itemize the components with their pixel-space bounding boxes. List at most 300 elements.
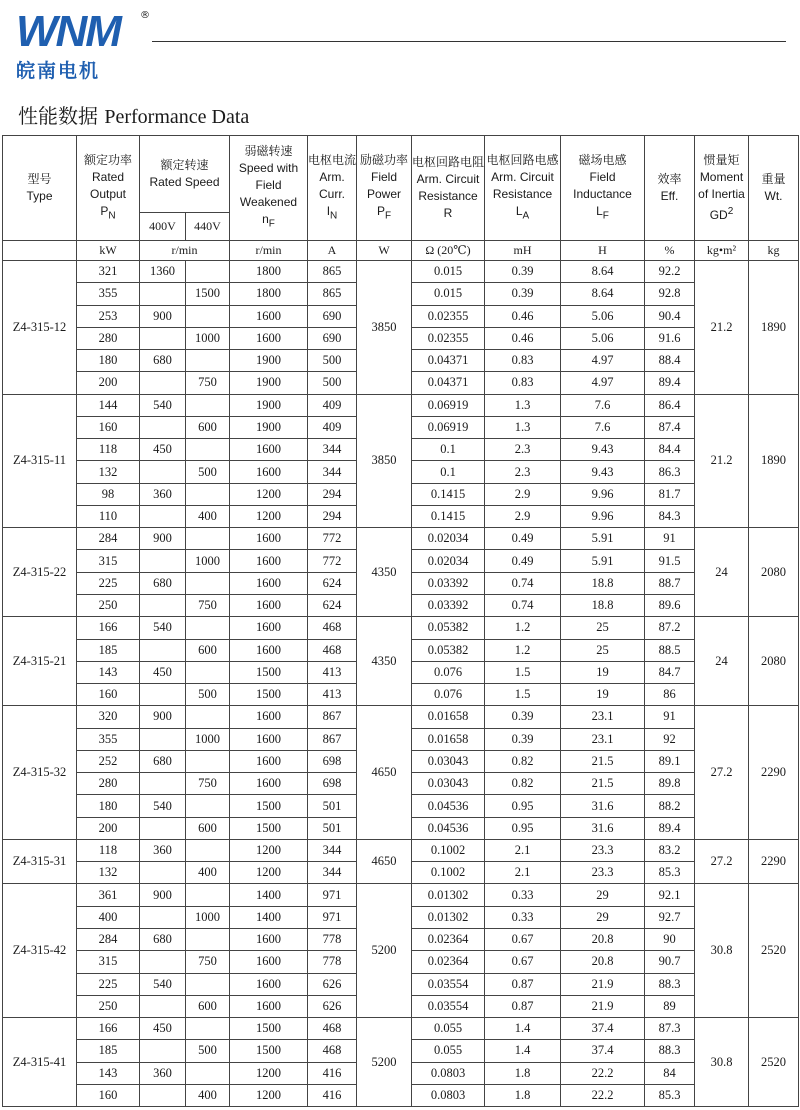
speed-400v-cell: 680 [140,928,186,950]
inductance-cell: 0.87 [485,995,561,1017]
output-cell: 166 [77,1018,140,1040]
speed-400v-cell [140,728,186,750]
weak-speed-cell: 1600 [230,973,308,995]
inductance-cell: 0.82 [485,773,561,795]
output-cell: 180 [77,795,140,817]
inductance-cell: 0.83 [485,372,561,394]
unit-cell: mH [485,241,561,261]
efficiency-cell: 91.6 [645,327,695,349]
weak-speed-cell: 1500 [230,684,308,706]
field-inductance-cell: 7.6 [561,416,645,438]
speed-440v-cell: 600 [186,995,230,1017]
efficiency-cell: 84.7 [645,661,695,683]
weight-cell: 2290 [749,706,799,840]
output-cell: 355 [77,283,140,305]
speed-440v-cell: 750 [186,594,230,616]
current-cell: 626 [308,995,357,1017]
weak-speed-cell: 1800 [230,261,308,283]
speed-440v-cell [186,528,230,550]
resistance-cell: 0.03554 [412,995,485,1017]
resistance-cell: 0.076 [412,684,485,706]
field-inductance-cell: 21.9 [561,973,645,995]
speed-400v-cell: 540 [140,394,186,416]
speed-400v-cell [140,594,186,616]
field-power-cell: 4350 [357,617,412,706]
field-inductance-cell: 37.4 [561,1040,645,1062]
unit-cell: H [561,241,645,261]
speed-400v-cell [140,505,186,527]
resistance-cell: 0.03043 [412,750,485,772]
field-inductance-cell: 31.6 [561,817,645,839]
resistance-cell: 0.02364 [412,951,485,973]
efficiency-cell: 84 [645,1062,695,1084]
col-arm-resistance: 电枢回路电阻 Arm. Circuit Resistance R [412,136,485,241]
current-cell: 772 [308,528,357,550]
efficiency-cell: 92.2 [645,261,695,283]
output-cell: 250 [77,594,140,616]
weak-speed-cell: 1600 [230,461,308,483]
efficiency-cell: 86.4 [645,394,695,416]
speed-440v-cell [186,795,230,817]
efficiency-cell: 89.1 [645,750,695,772]
field-inductance-cell: 9.96 [561,483,645,505]
efficiency-cell: 90.4 [645,305,695,327]
efficiency-cell: 87.4 [645,416,695,438]
speed-400v-cell [140,327,186,349]
page-title-cn: 性能数据 [18,104,98,128]
field-inductance-cell: 9.43 [561,439,645,461]
efficiency-cell: 89.4 [645,817,695,839]
field-inductance-cell: 8.64 [561,283,645,305]
table-row [3,617,799,639]
resistance-cell: 0.02034 [412,550,485,572]
output-cell: 185 [77,639,140,661]
current-cell: 971 [308,906,357,928]
type-cell: Z4-315-31 [3,839,77,884]
current-cell: 624 [308,594,357,616]
inertia-cell: 27.2 [695,839,749,884]
speed-440v-cell: 1000 [186,906,230,928]
brand-logo [16,7,156,82]
col-arm-current: 电枢电流 Arm. Curr. $I_N$ [308,136,357,241]
resistance-cell: 0.015 [412,261,485,283]
inductance-cell: 2.9 [485,483,561,505]
weak-speed-cell: 1500 [230,795,308,817]
unit-cell: r/min [230,241,308,261]
efficiency-cell: 88.3 [645,1040,695,1062]
weak-speed-cell: 1500 [230,817,308,839]
speed-400v-cell [140,639,186,661]
speed-400v-cell [140,773,186,795]
speed-400v-cell: 450 [140,661,186,683]
output-cell: 166 [77,617,140,639]
resistance-cell: 0.02364 [412,928,485,950]
current-cell: 468 [308,1040,357,1062]
efficiency-cell: 90.7 [645,951,695,973]
current-cell: 690 [308,305,357,327]
weak-speed-cell: 1500 [230,661,308,683]
efficiency-cell: 88.4 [645,350,695,372]
inductance-cell: 1.4 [485,1040,561,1062]
weak-speed-cell: 1200 [230,1062,308,1084]
resistance-cell: 0.0803 [412,1062,485,1084]
field-inductance-cell: 23.3 [561,839,645,861]
weak-speed-cell: 1900 [230,394,308,416]
field-inductance-cell: 21.5 [561,773,645,795]
resistance-cell: 0.03392 [412,594,485,616]
output-cell: 118 [77,439,140,461]
page-title [18,100,249,129]
speed-440v-cell [186,661,230,683]
field-inductance-cell: 8.64 [561,261,645,283]
current-cell: 409 [308,416,357,438]
col-rated-speed: 额定转速 Rated Speed [140,136,230,213]
inductance-cell: 0.95 [485,795,561,817]
efficiency-cell: 87.2 [645,617,695,639]
field-inductance-cell: 4.97 [561,350,645,372]
weak-speed-cell: 1200 [230,1084,308,1106]
current-cell: 344 [308,862,357,884]
efficiency-cell: 88.7 [645,572,695,594]
speed-400v-cell [140,995,186,1017]
speed-400v-cell: 540 [140,795,186,817]
field-inductance-cell: 25 [561,617,645,639]
output-cell: 315 [77,951,140,973]
speed-400v-cell [140,461,186,483]
current-cell: 500 [308,350,357,372]
output-cell: 280 [77,773,140,795]
resistance-cell: 0.04536 [412,817,485,839]
speed-440v-cell [186,305,230,327]
col-inertia: 惯量矩 Moment of Inertia $GD^2$ [695,136,749,241]
weak-speed-cell: 1600 [230,439,308,461]
current-cell: 690 [308,327,357,349]
inductance-cell: 0.39 [485,728,561,750]
speed-440v-cell: 750 [186,951,230,973]
speed-400v-cell: 900 [140,528,186,550]
output-cell: 225 [77,572,140,594]
efficiency-cell: 84.4 [645,439,695,461]
weak-speed-cell: 1600 [230,617,308,639]
weight-cell: 2080 [749,617,799,706]
logo-text: WNM [16,7,120,56]
resistance-cell: 0.05382 [412,639,485,661]
speed-400v-cell [140,906,186,928]
unit-cell: W [357,241,412,261]
weak-speed-cell: 1600 [230,995,308,1017]
resistance-cell: 0.076 [412,661,485,683]
col-arm-inductance: 电枢回路电感 Arm. Circuit Resistance $L_A$ [485,136,561,241]
col-speed-440v: 440V [186,213,230,241]
inductance-cell: 2.3 [485,461,561,483]
efficiency-cell: 91 [645,706,695,728]
resistance-cell: 0.06919 [412,416,485,438]
field-inductance-cell: 23.1 [561,706,645,728]
efficiency-cell: 88.3 [645,973,695,995]
type-cell: Z4-315-12 [3,261,77,395]
resistance-cell: 0.04371 [412,350,485,372]
col-efficiency: 效率 Eff. [645,136,695,241]
resistance-cell: 0.01658 [412,706,485,728]
resistance-cell: 0.1415 [412,505,485,527]
speed-440v-cell [186,839,230,861]
speed-400v-cell [140,817,186,839]
inductance-cell: 0.95 [485,817,561,839]
field-inductance-cell: 23.3 [561,862,645,884]
current-cell: 867 [308,706,357,728]
weight-cell: 1890 [749,261,799,395]
resistance-cell: 0.0803 [412,1084,485,1106]
speed-400v-cell: 450 [140,1018,186,1040]
col-speed-400v: 400V [140,213,186,241]
speed-440v-cell [186,483,230,505]
weak-speed-cell: 1500 [230,1018,308,1040]
current-cell: 344 [308,839,357,861]
inductance-cell: 1.3 [485,394,561,416]
table-body [3,261,799,1107]
output-cell: 253 [77,305,140,327]
inertia-cell: 24 [695,528,749,617]
output-cell: 132 [77,461,140,483]
current-cell: 294 [308,483,357,505]
efficiency-cell: 88.5 [645,639,695,661]
inductance-cell: 0.33 [485,906,561,928]
weak-speed-cell: 1900 [230,372,308,394]
field-inductance-cell: 9.96 [561,505,645,527]
field-inductance-cell: 20.8 [561,951,645,973]
speed-440v-cell [186,928,230,950]
speed-400v-cell: 540 [140,617,186,639]
inductance-cell: 0.39 [485,706,561,728]
page-title-en: Performance Data [104,106,250,128]
field-inductance-cell: 18.8 [561,572,645,594]
unit-cell: % [645,241,695,261]
efficiency-cell: 89.4 [645,372,695,394]
inductance-cell: 2.1 [485,839,561,861]
speed-440v-cell [186,394,230,416]
current-cell: 772 [308,550,357,572]
speed-440v-cell: 400 [186,505,230,527]
brand-chinese-name: 皖南电机 [16,60,101,82]
weak-speed-cell: 1600 [230,750,308,772]
weak-speed-cell: 1600 [230,550,308,572]
field-inductance-cell: 25 [561,639,645,661]
field-power-cell: 5200 [357,1018,412,1107]
table-row [3,1018,799,1040]
inductance-cell: 0.83 [485,350,561,372]
weight-cell: 2520 [749,1018,799,1107]
inductance-cell: 1.8 [485,1084,561,1106]
weak-speed-cell: 1600 [230,728,308,750]
inductance-cell: 1.5 [485,661,561,683]
efficiency-cell: 85.3 [645,1084,695,1106]
speed-400v-cell [140,684,186,706]
unit-cell: Ω (20℃) [412,241,485,261]
inertia-cell: 21.2 [695,261,749,395]
weight-cell: 2080 [749,528,799,617]
resistance-cell: 0.1002 [412,839,485,861]
field-inductance-cell: 31.6 [561,795,645,817]
weight-cell: 2520 [749,884,799,1018]
output-cell: 400 [77,906,140,928]
current-cell: 294 [308,505,357,527]
inductance-cell: 0.39 [485,283,561,305]
field-inductance-cell: 5.91 [561,528,645,550]
weak-speed-cell: 1800 [230,283,308,305]
inductance-cell: 0.67 [485,928,561,950]
efficiency-cell: 87.3 [645,1018,695,1040]
field-inductance-cell: 4.97 [561,372,645,394]
field-power-cell: 3850 [357,261,412,395]
output-cell: 144 [77,394,140,416]
speed-400v-cell [140,416,186,438]
field-inductance-cell: 29 [561,906,645,928]
inductance-cell: 0.74 [485,594,561,616]
resistance-cell: 0.02355 [412,327,485,349]
current-cell: 698 [308,773,357,795]
resistance-cell: 0.1002 [412,862,485,884]
unit-cell: A [308,241,357,261]
speed-440v-cell: 500 [186,461,230,483]
unit-cell: kW [77,241,140,261]
output-cell: 110 [77,505,140,527]
speed-400v-cell: 360 [140,839,186,861]
efficiency-cell: 92.7 [645,906,695,928]
output-cell: 315 [77,550,140,572]
efficiency-cell: 84.3 [645,505,695,527]
units-row [3,241,799,261]
current-cell: 413 [308,661,357,683]
output-cell: 280 [77,327,140,349]
speed-440v-cell [186,1062,230,1084]
efficiency-cell: 86 [645,684,695,706]
weak-speed-cell: 1600 [230,951,308,973]
speed-400v-cell: 450 [140,439,186,461]
output-cell: 160 [77,1084,140,1106]
registered-mark: ® [140,10,150,21]
output-cell: 361 [77,884,140,906]
speed-400v-cell [140,550,186,572]
current-cell: 468 [308,617,357,639]
current-cell: 344 [308,439,357,461]
current-cell: 413 [308,684,357,706]
inertia-cell: 27.2 [695,706,749,840]
table-row [3,884,799,906]
speed-400v-cell [140,283,186,305]
speed-440v-cell: 500 [186,1040,230,1062]
inertia-cell: 30.8 [695,1018,749,1107]
col-rated-output: 额定功率 Rated Output $P_N$ [77,136,140,241]
efficiency-cell: 91 [645,528,695,550]
resistance-cell: 0.1 [412,439,485,461]
speed-440v-cell [186,884,230,906]
resistance-cell: 0.03392 [412,572,485,594]
field-power-cell: 5200 [357,884,412,1018]
inductance-cell: 2.3 [485,439,561,461]
weak-speed-cell: 1600 [230,572,308,594]
field-inductance-cell: 19 [561,684,645,706]
inductance-cell: 1.4 [485,1018,561,1040]
speed-400v-cell [140,1084,186,1106]
field-inductance-cell: 18.8 [561,594,645,616]
inertia-cell: 30.8 [695,884,749,1018]
weak-speed-cell: 1600 [230,594,308,616]
type-cell: Z4-315-32 [3,706,77,840]
resistance-cell: 0.02355 [412,305,485,327]
inertia-cell: 24 [695,617,749,706]
col-weight: 重量 Wt. [749,136,799,241]
field-inductance-cell: 21.5 [561,750,645,772]
weak-speed-cell: 1600 [230,639,308,661]
efficiency-cell: 92 [645,728,695,750]
speed-440v-cell: 400 [186,862,230,884]
table-row [3,706,799,728]
output-cell: 160 [77,416,140,438]
inductance-cell: 1.8 [485,1062,561,1084]
inductance-cell: 0.87 [485,973,561,995]
weak-speed-cell: 1600 [230,305,308,327]
field-inductance-cell: 5.06 [561,305,645,327]
current-cell: 778 [308,951,357,973]
weak-speed-cell: 1900 [230,416,308,438]
table-row [3,261,799,283]
speed-400v-cell: 900 [140,706,186,728]
efficiency-cell: 85.3 [645,862,695,884]
current-cell: 867 [308,728,357,750]
efficiency-cell: 90 [645,928,695,950]
current-cell: 500 [308,372,357,394]
weak-speed-cell: 1900 [230,350,308,372]
resistance-cell: 0.01302 [412,906,485,928]
weak-speed-cell: 1600 [230,928,308,950]
output-cell: 252 [77,750,140,772]
speed-440v-cell [186,572,230,594]
inductance-cell: 0.82 [485,750,561,772]
unit-cell: r/min [140,241,230,261]
efficiency-cell: 91.5 [645,550,695,572]
field-inductance-cell: 19 [561,661,645,683]
current-cell: 409 [308,394,357,416]
current-cell: 416 [308,1062,357,1084]
field-power-cell: 4650 [357,706,412,840]
efficiency-cell: 83.2 [645,839,695,861]
speed-440v-cell: 750 [186,372,230,394]
speed-400v-cell [140,862,186,884]
resistance-cell: 0.04371 [412,372,485,394]
speed-440v-cell [186,261,230,283]
inductance-cell: 1.3 [485,416,561,438]
current-cell: 626 [308,973,357,995]
current-cell: 698 [308,750,357,772]
field-power-cell: 3850 [357,394,412,528]
type-cell: Z4-315-11 [3,394,77,528]
weak-speed-cell: 1600 [230,327,308,349]
field-inductance-cell: 22.2 [561,1062,645,1084]
output-cell: 355 [77,728,140,750]
weak-speed-cell: 1200 [230,483,308,505]
resistance-cell: 0.03043 [412,773,485,795]
current-cell: 416 [308,1084,357,1106]
efficiency-cell: 92.1 [645,884,695,906]
speed-440v-cell: 1000 [186,728,230,750]
resistance-cell: 0.04536 [412,795,485,817]
efficiency-cell: 86.3 [645,461,695,483]
speed-440v-cell: 1000 [186,550,230,572]
speed-400v-cell [140,951,186,973]
current-cell: 501 [308,817,357,839]
speed-440v-cell: 600 [186,817,230,839]
speed-440v-cell [186,617,230,639]
